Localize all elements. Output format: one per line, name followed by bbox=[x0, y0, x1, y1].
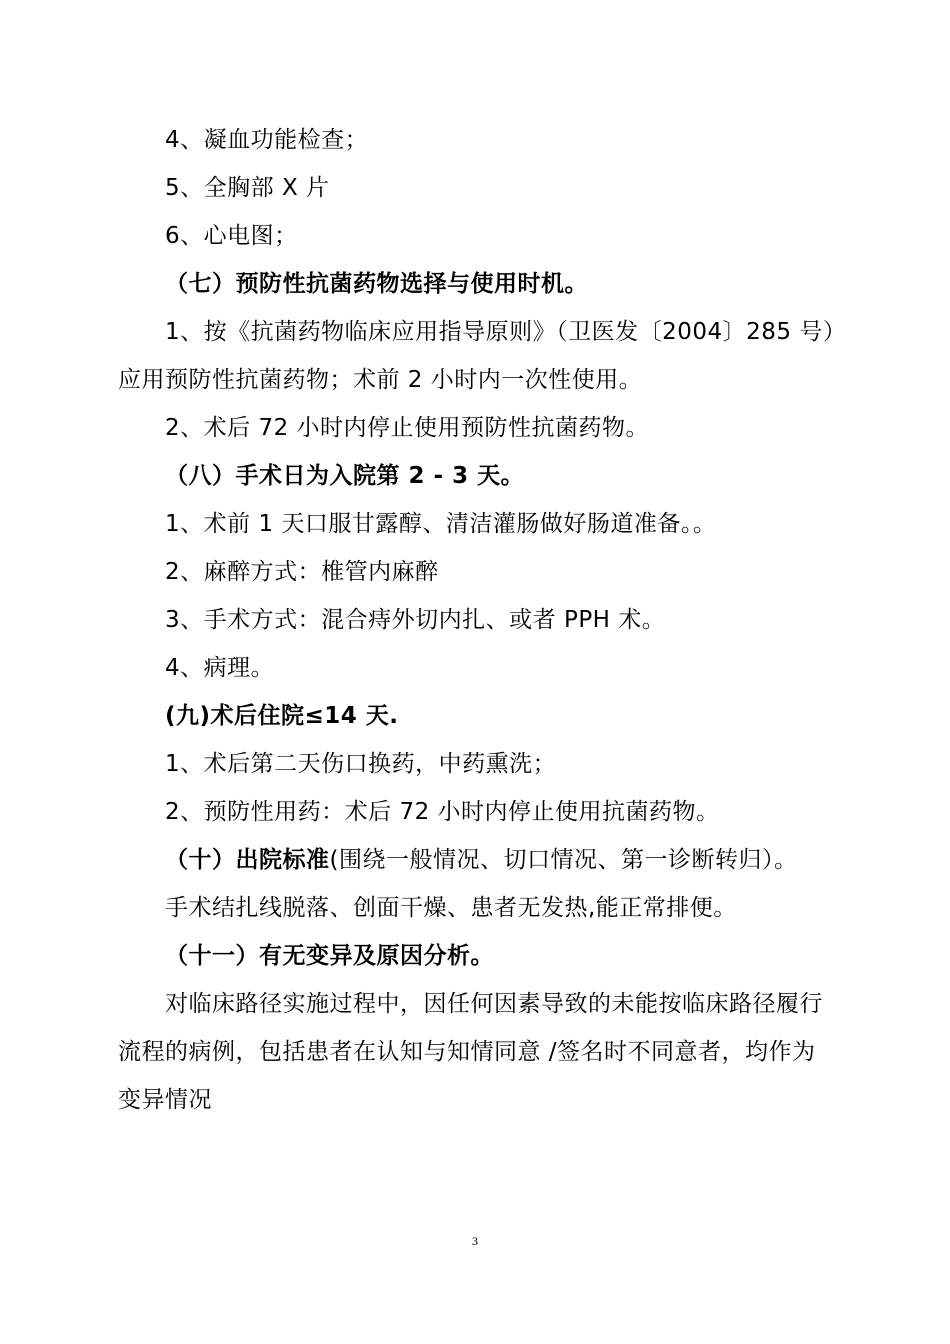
paragraph-variation-line1: 对临床路径实施过程中，因任何因素导致的未能按临床路径履行 bbox=[165, 991, 823, 1017]
list-item-ecg: 6、心电图； bbox=[165, 223, 298, 249]
list-item-wound-care: 1、术后第二天伤口换药，中药熏洗； bbox=[165, 751, 557, 777]
paragraph-antibiotics-guideline-cont: 应用预防性抗菌药物；术前 2 小时内一次性使用。 bbox=[118, 367, 643, 393]
section-heading-surgery-day: （八）手术日为入院第 2 - 3 天。 bbox=[165, 463, 525, 489]
list-item-anesthesia: 2、麻醉方式：椎管内麻醉 bbox=[165, 559, 439, 585]
section-heading-discharge bbox=[165, 845, 797, 875]
list-item-coagulation-test: 4、凝血功能检查； bbox=[165, 127, 369, 153]
discharge-heading-bold: （十）出院标准 bbox=[165, 847, 330, 873]
list-item-surgery-method: 3、手术方式：混合痔外切内扎、或者 PPH 术。 bbox=[165, 607, 666, 633]
paragraph-variation-line2: 流程的病例，包括患者在认知与知情同意 /签名时不同意者，均作为 bbox=[118, 1039, 816, 1065]
section-heading-variation: （十一）有无变异及原因分析。 bbox=[165, 943, 494, 969]
section-heading-antibiotics: （七）预防性抗菌药物选择与使用时机。 bbox=[165, 271, 588, 297]
list-item-bowel-prep: 1、术前 1 天口服甘露醇、清洁灌肠做好肠道准备。。 bbox=[165, 511, 717, 537]
list-item-stop-antibiotics: 2、术后 72 小时内停止使用预防性抗菌药物。 bbox=[165, 415, 650, 441]
list-item-pathology: 4、病理。 bbox=[165, 655, 275, 681]
page-number: 3 bbox=[472, 1234, 478, 1248]
list-item-preventive-medication: 2、预防性用药：术后 72 小时内停止使用抗菌药物。 bbox=[165, 799, 720, 825]
paragraph-variation-line3: 变异情况 bbox=[118, 1087, 212, 1113]
paragraph-discharge-criteria: 手术结扎线脱落、创面干燥、患者无发热,能正常排便。 bbox=[165, 895, 737, 921]
section-heading-postop-stay: (九)术后住院≤14 天. bbox=[165, 703, 399, 729]
paragraph-antibiotics-guideline: 1、按《抗菌药物临床应用指导原则》（卫医发〔2004〕285 号） bbox=[165, 319, 847, 345]
list-item-chest-xray: 5、全胸部 X 片 bbox=[165, 175, 330, 201]
discharge-heading-note: (围绕一般情况、切口情况、第一诊断转归）。 bbox=[329, 847, 798, 873]
